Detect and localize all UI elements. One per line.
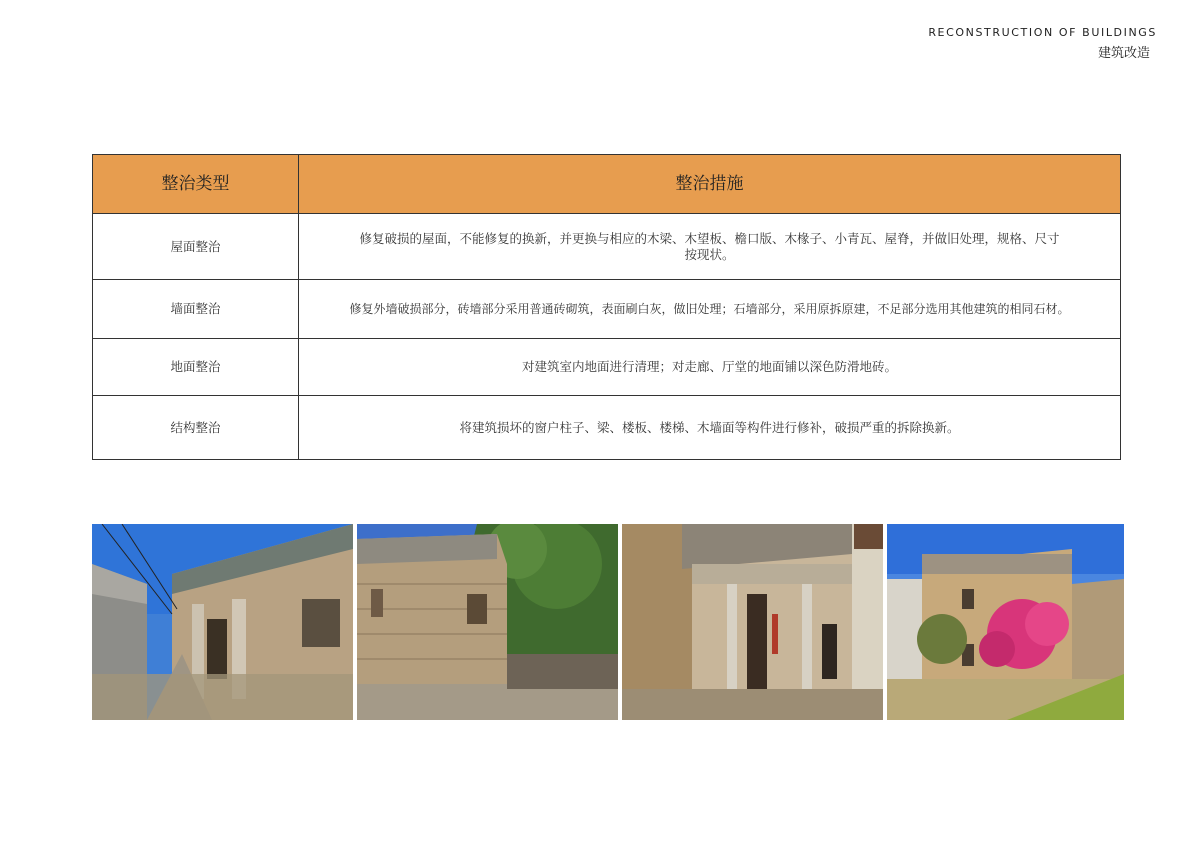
table-header-row <box>93 155 1121 214</box>
row-type-cell: 墙面整治 <box>93 280 299 339</box>
photo-strip <box>92 524 1124 720</box>
column-header-type: 整治类型 <box>93 155 299 214</box>
row-measure-cell: 修复外墙破损部分，砖墙部分采用普通砖砌筑，表面刷白灰，做旧处理；石墙部分，采用原拆原建，不足部分选用其他建筑的相同石材。 <box>299 280 1121 339</box>
row-type-cell: 结构整治 <box>93 396 299 460</box>
row-measure-cell: 将建筑损坏的窗户柱子、梁、楼板、楼梯、木墙面等构件进行修补，破损严重的拆除换新。 <box>299 396 1121 460</box>
photo-stone-house <box>357 524 618 720</box>
measure-text: 修复破损的屋面，不能修复的换新，并更换与相应的木梁、木望板、檐口版、木椽子、小青瓦、屋脊，并做旧处理，规格、尺寸按现状。 <box>359 230 1060 262</box>
table-row <box>93 280 1121 339</box>
row-type-cell: 屋面整治 <box>93 214 299 280</box>
table-row <box>93 214 1121 280</box>
row-type-cell: 地面整治 <box>93 339 299 396</box>
photo-stone-tower <box>887 524 1124 720</box>
column-header-measure: 整治措施 <box>299 155 1121 214</box>
header-title-en: RECONSTRUCTION OF BUILDINGS <box>928 26 1157 39</box>
renovation-table <box>92 154 1121 460</box>
row-measure-cell <box>299 214 1121 280</box>
table-row <box>93 339 1121 396</box>
table-row <box>93 396 1121 460</box>
header-title-cn: 建筑改造 <box>1097 46 1150 61</box>
row-measure-cell: 对建筑室内地面进行清理；对走廊、厅堂的地面铺以深色防滑地砖。 <box>299 339 1121 396</box>
photo-alley <box>92 524 353 720</box>
photo-corridor <box>622 524 883 720</box>
